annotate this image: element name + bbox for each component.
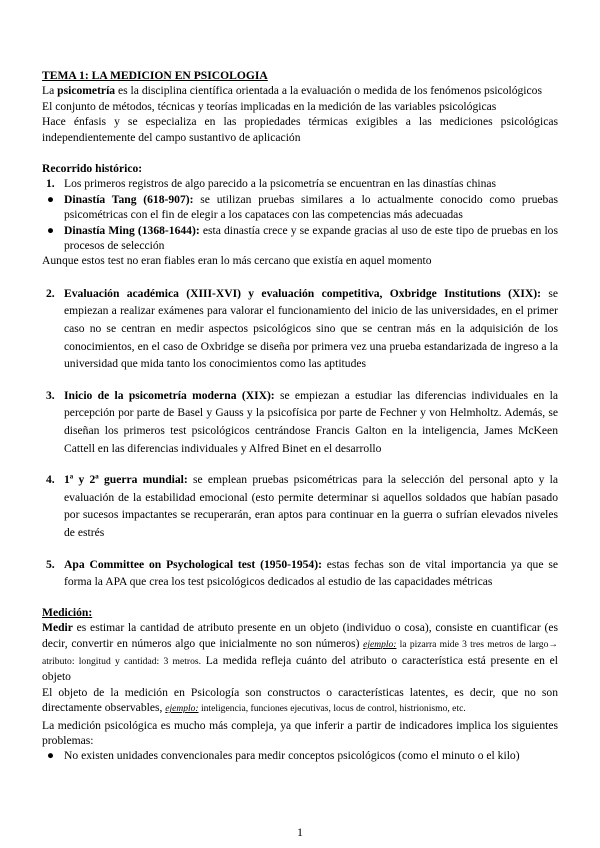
document-title: TEMA 1: LA MEDICION EN PSICOLOGIA	[42, 69, 268, 82]
history-item-5-title: Apa Committee on Psychological test (1950-1954):	[64, 557, 322, 571]
medicion-heading: Medición:	[42, 605, 93, 619]
intro-p1-pre: La	[42, 84, 58, 98]
medicion-bullet-1-text: No existen unidades convencionales para medir conceptos psicológicos (como el minuto o el kilo)	[64, 749, 520, 763]
spacer	[42, 457, 558, 471]
ming-text: esta dinastía crece y se expande gracias al uso de este tipo de pruebas en los procesos de selección	[64, 223, 558, 253]
medicion-p1-tail: La medida refleja cuánto del atributo o característica está presente en el objeto	[42, 654, 558, 684]
tang-text: se utilizan pruebas similares a lo actualmente conocido como pruebas psicométricas con el fin de elegir a los capataces con las competencias más adecuadas	[64, 192, 558, 222]
example-text: inteligencia, funciones ejecutivas, locus de control, histrionismo, etc.	[198, 703, 466, 715]
list-marker: 2.	[46, 286, 55, 300]
history-item-3-text: se empiezan a estudiar las diferencias individuales en la percepción por parte de Basel y Gauss y la psicofísica por parte de Fechner y von Helmholtz. Además, se diseñan los primeros test psicológicos centrándose Francis Galton en la inteligencia, James McKeen Cattell en las diferencias individuales y Alfred Binet en el desarrollo	[64, 388, 558, 455]
history-item-1-text: Los primeros registros de algo parecido a la psicometría se encuentran en las dinastías chinas	[64, 177, 497, 191]
example-label: ejemplo:	[363, 639, 397, 650]
bullet-icon: ●	[47, 192, 55, 206]
example-text: la pizarra mide 3 tres metros de largo→ atributo: longitud y cantidad: 3 metros.	[42, 638, 558, 667]
history-item-4-title: 1ª y 2ª guerra mundial:	[64, 473, 188, 487]
intro-p1-post: es la disciplina científica orientada a la evaluación o medida de los fenómenos psicológicos	[115, 84, 542, 98]
bullet-tang	[42, 192, 558, 223]
medicion-bullet-1	[42, 748, 558, 763]
medicion-paragraph-2	[42, 685, 558, 718]
history-item-3-title: Inicio de la psicometría moderna (XIX):	[64, 388, 275, 402]
history-item-5-text: estas fechas son de vital importancia ya que se forma la APA que crea los test psicológicos dedicados al estudio de las capacidades métricas	[64, 557, 558, 589]
list-marker: 5.	[46, 557, 55, 571]
bullet-ming	[42, 223, 558, 254]
spacer	[42, 591, 558, 605]
document-page	[42, 68, 558, 764]
history-item-2	[42, 285, 558, 373]
history-heading: Recorrido histórico:	[42, 162, 143, 176]
page-number: 1	[297, 825, 303, 839]
example-label: ejemplo:	[165, 704, 199, 715]
history-item-2-title: Evaluación académica (XIII-XVI) y evaluación competitiva, Oxbridge Institutions (XIX):	[64, 286, 541, 300]
list-marker: 1.	[46, 177, 55, 191]
history-item-1	[42, 176, 558, 191]
list-marker: 3.	[46, 388, 55, 402]
history-item-4-text: se emplean pruebas psicométricas para la selección del personal apto y la evaluación de la estabilidad emocional (esto permite determinar si aquellos soldados que habían pasado por sucesos impactantes se recuperarán, eran aptos para continuar en la guerra o sufrían elevados niveles de estrés	[64, 473, 558, 539]
intro-paragraph-2: El conjunto de métodos, técnicas y teorías implicadas en la medición de las variables psicológicas	[42, 99, 497, 113]
list-marker: 4.	[46, 473, 55, 487]
intro-paragraph-1	[42, 83, 558, 98]
spacer	[42, 373, 558, 387]
medicion-paragraph-1	[42, 620, 558, 685]
medicion-p2-text: El objeto de la medición en Psicología son constructos o características latentes, es decir, que no son directamente observables,	[42, 685, 558, 715]
history-note: Aunque estos test no eran fiables eran lo más cercano que existía en aquel momento	[42, 254, 432, 268]
medicion-paragraph-3: La medición psicológica es mucho más compleja, ya que inferir a partir de indicadores implica los siguientes problemas:	[42, 718, 558, 748]
spacer	[42, 145, 558, 161]
spacer	[42, 269, 558, 285]
history-item-4	[42, 471, 558, 541]
intro-paragraph-3: Hace énfasis y se especializa en las propiedades térmicas exigibles a las mediciones psicológicas independientemente del campo sustantivo de aplicación	[42, 115, 558, 144]
history-item-3	[42, 387, 558, 457]
medir-term: Medir	[42, 621, 73, 635]
medicion-p1-text: es estimar la cantidad de atributo presente en un objeto (individuo o cosa), consiste en cuantificar (es decir, convertir en números algo que inicialmente no son números)	[42, 621, 558, 650]
tang-title: Dinastía Tang (618-907):	[64, 192, 194, 206]
spacer	[42, 542, 558, 556]
bullet-icon: ●	[47, 749, 55, 763]
history-item-2-text: se empiezan a realizar exámenes para valorar el funcionamiento del inicio de las universidades, en el primer caso no se centran en medir aspectos psicológicos sino que se centran más en la adquisición de los conocimientos, en el caso de Oxbridge se diseña por primera vez una prueba estandarizada de ingreso a la universidad que mida tanto los conocimientos como las aptitudes	[64, 286, 558, 371]
ming-title: Dinastía Ming (1368-1644):	[64, 223, 200, 237]
psicometria-term: psicometría	[57, 84, 116, 98]
bullet-icon: ●	[47, 223, 55, 237]
history-item-5	[42, 556, 558, 591]
